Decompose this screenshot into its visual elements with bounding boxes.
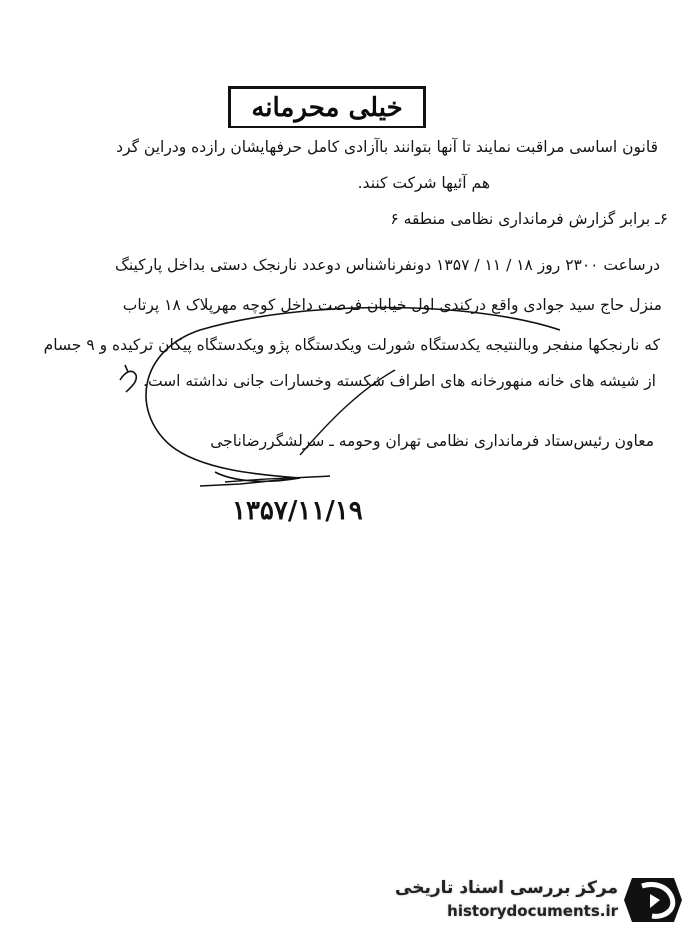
body-line-4: درساعت ۲۳۰۰ روز ۱۸ / ۱۱ / ۱۳۵۷ دونفرناشناس دوعدد نارنجک دستی بداخل پارکینگ <box>115 256 660 274</box>
body-line-6: که نارنجکها منفجر وبالنتیجه یکدستگاه شورلت ویکدستگاه پژو ویکدستگاه پیکان ترکیده و ۹ جسام <box>43 336 660 354</box>
body-line-5: منزل حاج سید جوادی واقع درکندی اول خیابان فرصت داخل کوچه مهرپلاک ۱۸ پرتاب <box>122 296 662 314</box>
signature-title: معاون رئیس‌ستاد فرمانداری نظامی تهران وحومه ـ سرلشگررضاناجی <box>210 432 654 450</box>
signature-date: ۱۳۵۷/۱۱/۱۹ <box>232 496 363 526</box>
archive-url: historydocuments.ir <box>447 902 618 920</box>
archive-emblem-icon <box>624 872 686 928</box>
section-heading: ۶ـ برابر گزارش فرمانداری نظامی منطقه ۶ <box>390 210 668 228</box>
body-line-1: قانون اساسی مراقبت نمایند تا آنها بتوانند باآزادی کامل حرفهایشان رازده ودراین گرد <box>116 138 658 156</box>
body-line-2: هم آئیها شرکت کنند. <box>357 174 490 192</box>
archive-org-name: مرکز بررسی اسناد تاریخی <box>395 878 618 898</box>
archive-logo <box>624 872 686 928</box>
body-line-7: از شیشه های خانه منهورخانه های اطراف شکسته وخسارات جانی نداشته است. <box>143 372 656 390</box>
classification-stamp-text: خیلی محرمانه <box>251 92 403 123</box>
